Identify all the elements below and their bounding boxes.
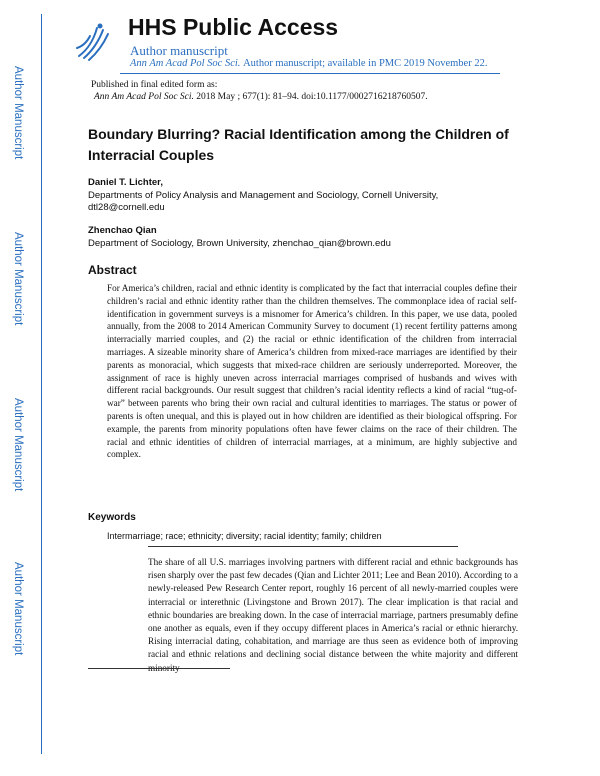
header-divider (120, 73, 500, 74)
publication-info (91, 79, 428, 103)
hhs-eagle-logo-icon (73, 20, 113, 64)
author-affiliation: Departments of Policy Analysis and Management and Sociology, Cornell University, (88, 189, 439, 201)
author-block (88, 225, 391, 250)
body-paragraph: The share of all U.S. marriages involving partners with different racial and ethnic backgrounds has risen sharply over the past few decades (Qian and Lichter 2011; Lee and Bean 2010). According to a newly-released Pew Research Center report, roughly 16 percent of all newly-married couples were interracial or interethnic (Livingstone and Brown 2017). The clear implication is that racial and ethnic boundaries are breaking down. In the case of interracial marriage, partners presumably define one another as equals, even if they occupy different places in America’s racial or ethnic hierarchy. Rising interracial dating, cohabitation, and marriage are thus seen as evidence both of improving racial and ethnic relations and declining social distance between the white majority and different (148, 557, 518, 660)
abstract-text: For America’s children, racial and ethnic identity is complicated by the fact that interracial couples define their children’s racial and ethnic identity rather than the children themselves. The commonplace idea of racial self-identification in government surveys is a misnomer for America’s children. In this paper, we use data, pooled annually, from the 2008 to 2014 American Community Survey to document (1) recent fertility patterns among interracially married couples, and (2) the racial or ethnic identification of the children from interracial marriages. A sizeable minority share of America’s children from mixed-race marriages are identified by their parents as monoracial, which suggests that mixed-race children are seriously underreported. Moreover, the assignment of race is highly uneven across interracial marriages comprised of husbands and wives with different racial backgrounds. Our result suggest that children’s racial identity reflects a kind of racial “tug-of-war” between parents who bring their own racial and cultural identities to marriages. The status or power of parents is often unequal, and this is played out in how children are identified as their biological offspring. For example, the parents from minority populations often have fewer claims on the race of their children. The racial and ethnic identities of children of interracial marriages, at a minimum, are highly subjective and complex. (107, 283, 517, 460)
publication-details: 2018 May ; 677(1): 81–94. doi:10.1177/0002716218760507. (196, 92, 428, 102)
abstract-heading: Abstract (88, 263, 137, 277)
keywords-heading: Keywords (88, 512, 136, 523)
header-title: HHS Public Access (128, 14, 339, 40)
author-name: Daniel T. Lichter, (88, 177, 163, 188)
publication-journal: Ann Am Acad Pol Soc Sci. (94, 92, 194, 102)
publication-citation (91, 91, 428, 103)
footnote-divider (88, 668, 230, 669)
header-availability-text: Author manuscript; available in PMC 2019 November 22. (243, 58, 488, 69)
author-email[interactable]: dtl28@cornell.edu (88, 202, 165, 213)
author-name: Zhenchao Qian (88, 225, 157, 236)
article-title: Boundary Blurring? Racial Identification among the Children of Interracial Couples (88, 126, 509, 163)
section-divider (148, 546, 458, 547)
publication-label: Published in final edited form as: (91, 80, 218, 90)
keywords-text: Intermarriage; race; ethnicity; diversity; racial identity; family; children (107, 531, 382, 541)
header-subtitle: Author manuscript (130, 43, 228, 58)
author-affiliation: Department of Sociology, Brown University, zhenchao_qian@brown.edu (88, 237, 391, 249)
author-manuscript-sidebar: Author Manuscript Author Manuscript Author Manuscript Author Manuscript (0, 0, 48, 776)
sidebar-divider (41, 14, 42, 754)
header-availability (130, 58, 487, 69)
author-block (88, 177, 438, 215)
header-journal: Ann Am Acad Pol Soc Sci. (130, 58, 241, 69)
